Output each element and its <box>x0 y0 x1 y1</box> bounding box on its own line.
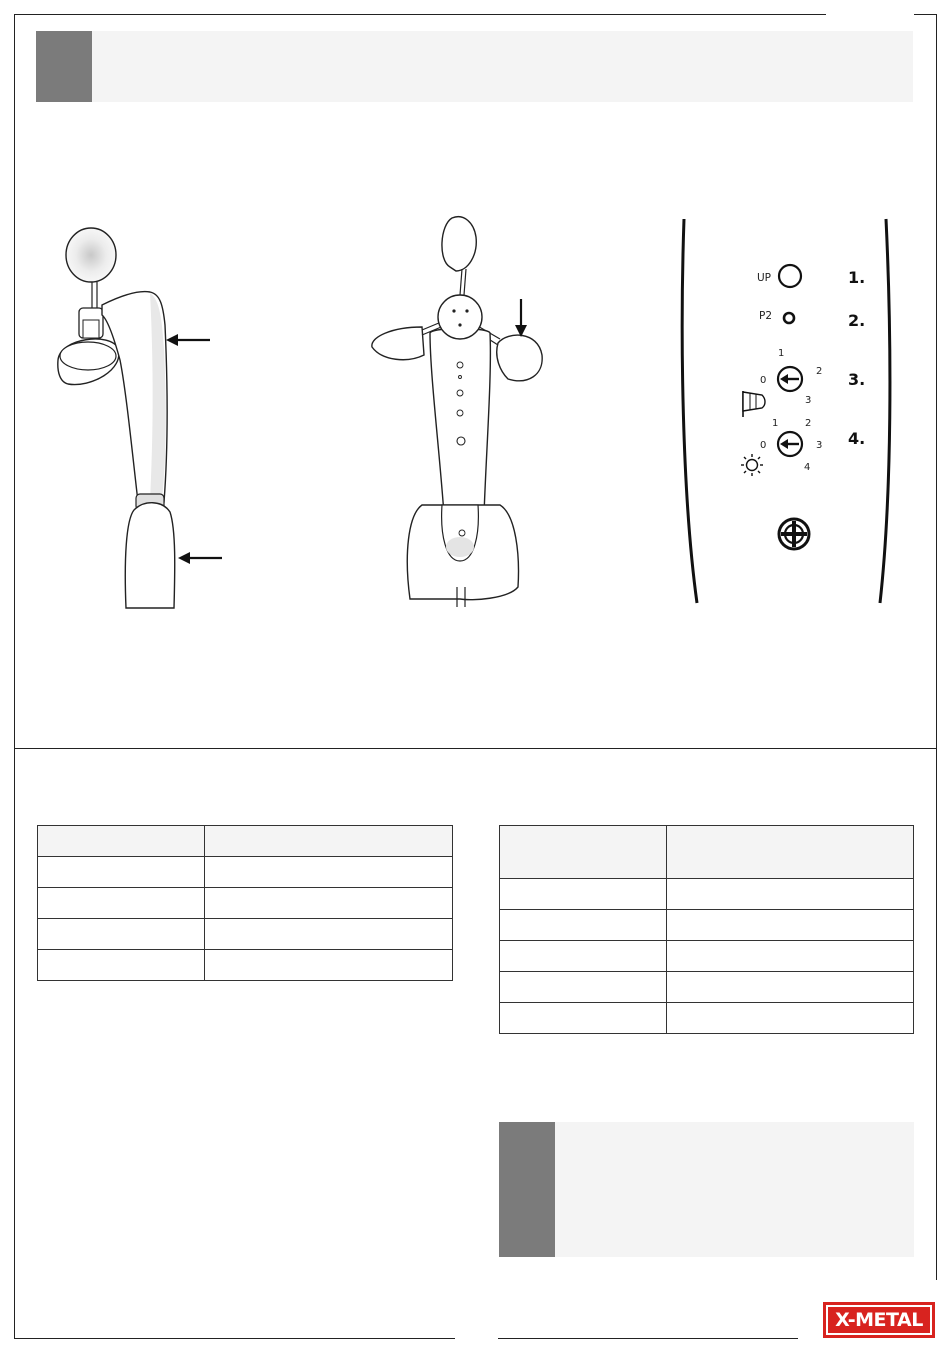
sensor-body <box>430 329 490 516</box>
arrow-icon <box>178 552 222 564</box>
sun-threshold-dial <box>778 432 802 456</box>
section-divider <box>14 748 936 749</box>
table-cell <box>38 919 205 950</box>
sun-icon <box>741 454 763 476</box>
brand-logo <box>823 1302 935 1338</box>
right-cup <box>497 335 542 381</box>
panel-left-edge <box>682 219 697 603</box>
wind-dial-3: 3 <box>805 395 812 406</box>
up-label: UP <box>757 272 772 284</box>
table-cell <box>500 941 667 972</box>
table-cell <box>38 857 205 888</box>
frame-right <box>936 14 937 1280</box>
left-cup <box>372 327 424 360</box>
table-cell <box>667 879 914 910</box>
table-cell <box>205 857 453 888</box>
hub <box>438 295 482 339</box>
upper-cup <box>66 228 116 282</box>
table-row <box>500 941 914 972</box>
table-cell <box>205 826 453 857</box>
table-row <box>500 879 914 910</box>
sun-dial-3: 3 <box>816 440 823 451</box>
wind-threshold-dial <box>778 367 802 391</box>
table-row <box>500 826 914 879</box>
frame-top-right <box>914 14 936 15</box>
panel-right-edge <box>880 219 890 603</box>
table-cell <box>667 826 914 879</box>
table-row <box>38 888 453 919</box>
sensor-base <box>125 503 174 608</box>
table-cell <box>38 950 205 981</box>
up-button <box>779 265 801 287</box>
table-row <box>38 857 453 888</box>
control-panel-illustration <box>670 215 900 607</box>
sun-dial-0: 0 <box>760 440 767 451</box>
arrow-icon <box>166 334 210 346</box>
right-table <box>499 825 914 1034</box>
table-cell <box>667 941 914 972</box>
table-row <box>38 950 453 981</box>
table-cell <box>500 910 667 941</box>
sensor-side-illustration <box>50 220 250 612</box>
table-cell <box>500 972 667 1003</box>
table-cell <box>500 1003 667 1034</box>
brand-logo-text: X-METAL <box>826 1305 932 1335</box>
table-cell <box>205 919 453 950</box>
wind-dial-1: 1 <box>778 348 785 359</box>
note-band <box>499 1122 914 1257</box>
wind-dial-0: 0 <box>760 375 767 386</box>
table-cell <box>38 826 205 857</box>
table-cell <box>667 972 914 1003</box>
step-1: 1. <box>848 268 866 287</box>
step-4: 4. <box>848 429 866 448</box>
top-cup <box>442 217 476 271</box>
table-cell <box>667 910 914 941</box>
table-cell <box>667 1003 914 1034</box>
sun-dial-1: 1 <box>772 418 779 429</box>
table-cell <box>38 888 205 919</box>
table-cell <box>205 950 453 981</box>
step-3: 3. <box>848 370 866 389</box>
arrow-icon <box>515 299 527 337</box>
table-cell <box>205 888 453 919</box>
table-row <box>500 1003 914 1034</box>
wind-dial-2: 2 <box>816 366 823 377</box>
note-band-tab <box>499 1122 555 1257</box>
frame-bottom-left <box>14 1338 455 1339</box>
sun-dial-4: 4 <box>804 462 811 473</box>
frame-top <box>14 14 826 15</box>
table-row <box>500 972 914 1003</box>
p2-label: P2 <box>759 310 773 322</box>
step-2: 2. <box>848 311 866 330</box>
table-row <box>38 919 453 950</box>
sensor-front-illustration <box>368 215 548 607</box>
table-cell <box>500 826 667 879</box>
table-row <box>500 910 914 941</box>
test-button-icon <box>779 519 809 549</box>
header-band <box>36 31 913 102</box>
windsock-icon <box>743 391 765 417</box>
sun-dial-2: 2 <box>805 418 812 429</box>
frame-left <box>14 14 15 1338</box>
p2-led-icon <box>784 313 794 323</box>
frame-bottom-mid <box>498 1338 798 1339</box>
table-cell <box>500 879 667 910</box>
table-row <box>38 826 453 857</box>
left-table <box>37 825 453 981</box>
header-band-tab <box>36 31 92 102</box>
